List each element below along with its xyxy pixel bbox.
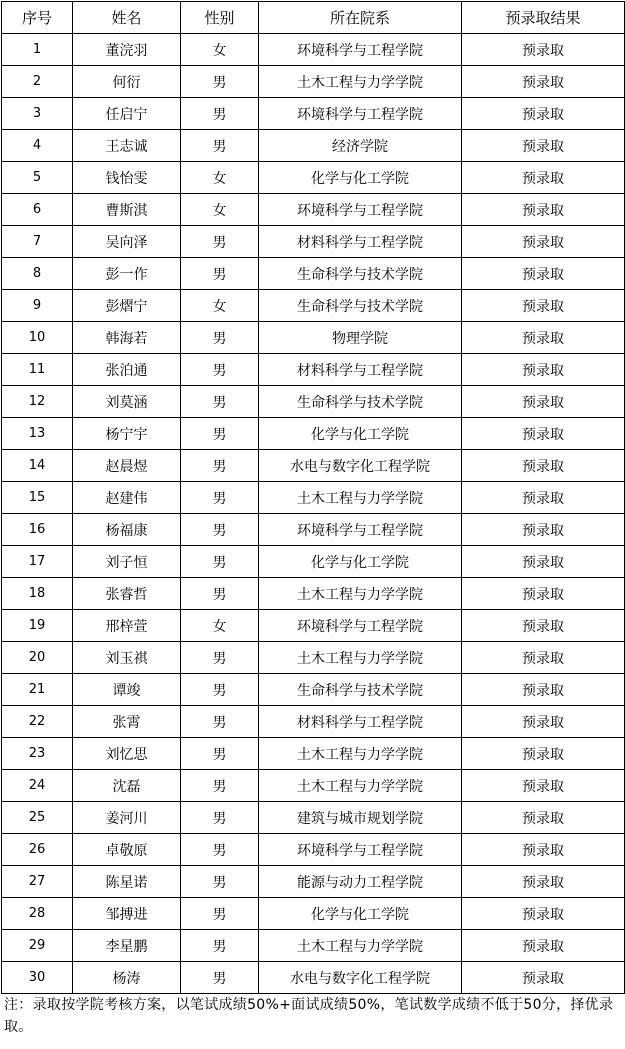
table-row: [2, 162, 625, 194]
cell-result: 预录取: [462, 66, 625, 98]
cell-result: 预录取: [462, 322, 625, 354]
cell-gender: 男: [181, 322, 259, 354]
table-row: [2, 258, 625, 290]
cell-department: 化学与化工学院: [259, 418, 462, 450]
cell-name: 谭竣: [73, 674, 181, 706]
cell-seq: 3: [2, 98, 73, 130]
table-row: [2, 66, 625, 98]
cell-department: 能源与动力工程学院: [259, 866, 462, 898]
cell-seq: 7: [2, 226, 73, 258]
cell-name: 彭熠宁: [73, 290, 181, 322]
table-row: [2, 226, 625, 258]
cell-department: 土木工程与力学学院: [259, 930, 462, 962]
cell-gender: 男: [181, 450, 259, 482]
header-department: 所在院系: [259, 2, 462, 34]
cell-seq: 10: [2, 322, 73, 354]
cell-department: 材料科学与工程学院: [259, 354, 462, 386]
table-row: [2, 450, 625, 482]
cell-seq: 24: [2, 770, 73, 802]
cell-department: 生命科学与技术学院: [259, 258, 462, 290]
cell-department: 环境科学与工程学院: [259, 194, 462, 226]
cell-result: 预录取: [462, 706, 625, 738]
cell-result: 预录取: [462, 546, 625, 578]
footnote: 注：录取按学院考核方案，以笔试成绩50%+面试成绩50%，笔试数学成绩不低于50分，择优录取。: [4, 997, 614, 1035]
cell-department: 水电与数字化工程学院: [259, 962, 462, 994]
cell-result: 预录取: [462, 130, 625, 162]
cell-name: 沈磊: [73, 770, 181, 802]
cell-name: 赵晨煜: [73, 450, 181, 482]
table-row: [2, 546, 625, 578]
cell-gender: 男: [181, 258, 259, 290]
cell-result: 预录取: [462, 610, 625, 642]
cell-result: 预录取: [462, 642, 625, 674]
cell-result: 预录取: [462, 98, 625, 130]
cell-seq: 23: [2, 738, 73, 770]
table-row: [2, 322, 625, 354]
table-row: [2, 898, 625, 930]
cell-seq: 19: [2, 610, 73, 642]
cell-gender: 男: [181, 962, 259, 994]
cell-seq: 14: [2, 450, 73, 482]
cell-seq: 11: [2, 354, 73, 386]
cell-department: 化学与化工学院: [259, 898, 462, 930]
header-gender: 性别: [181, 2, 259, 34]
table-row: [2, 674, 625, 706]
table-body: [2, 34, 625, 994]
cell-gender: 男: [181, 514, 259, 546]
cell-name: 邹搏进: [73, 898, 181, 930]
cell-name: 赵建伟: [73, 482, 181, 514]
cell-seq: 22: [2, 706, 73, 738]
table-row: [2, 738, 625, 770]
cell-gender: 男: [181, 866, 259, 898]
cell-department: 生命科学与技术学院: [259, 674, 462, 706]
cell-name: 张霄: [73, 706, 181, 738]
cell-name: 何衍: [73, 66, 181, 98]
cell-name: 曹斯淇: [73, 194, 181, 226]
cell-gender: 男: [181, 802, 259, 834]
cell-name: 杨宁宇: [73, 418, 181, 450]
cell-gender: 女: [181, 34, 259, 66]
cell-seq: 27: [2, 866, 73, 898]
cell-name: 刘莫涵: [73, 386, 181, 418]
cell-name: 张睿哲: [73, 578, 181, 610]
cell-name: 任启宁: [73, 98, 181, 130]
cell-gender: 女: [181, 290, 259, 322]
cell-result: 预录取: [462, 418, 625, 450]
cell-result: 预录取: [462, 482, 625, 514]
table-row: [2, 770, 625, 802]
table-header-row: [2, 2, 625, 34]
table-row: [2, 866, 625, 898]
cell-department: 材料科学与工程学院: [259, 226, 462, 258]
cell-department: 材料科学与工程学院: [259, 706, 462, 738]
cell-result: 预录取: [462, 802, 625, 834]
cell-gender: 男: [181, 898, 259, 930]
cell-name: 刘子恒: [73, 546, 181, 578]
table-row: [2, 482, 625, 514]
cell-result: 预录取: [462, 930, 625, 962]
cell-name: 彭一作: [73, 258, 181, 290]
cell-gender: 男: [181, 642, 259, 674]
cell-gender: 男: [181, 418, 259, 450]
cell-department: 环境科学与工程学院: [259, 34, 462, 66]
cell-seq: 20: [2, 642, 73, 674]
cell-department: 土木工程与力学学院: [259, 642, 462, 674]
cell-seq: 17: [2, 546, 73, 578]
cell-seq: 8: [2, 258, 73, 290]
cell-gender: 男: [181, 930, 259, 962]
cell-gender: 女: [181, 162, 259, 194]
cell-result: 预录取: [462, 162, 625, 194]
cell-seq: 25: [2, 802, 73, 834]
table-row: [2, 930, 625, 962]
cell-gender: 男: [181, 674, 259, 706]
table-row: [2, 34, 625, 66]
cell-department: 环境科学与工程学院: [259, 610, 462, 642]
cell-seq: 15: [2, 482, 73, 514]
cell-name: 邢梓萱: [73, 610, 181, 642]
cell-name: 钱怡雯: [73, 162, 181, 194]
cell-seq: 5: [2, 162, 73, 194]
cell-department: 土木工程与力学学院: [259, 66, 462, 98]
cell-gender: 男: [181, 706, 259, 738]
cell-department: 物理学院: [259, 322, 462, 354]
cell-gender: 男: [181, 482, 259, 514]
cell-result: 预录取: [462, 738, 625, 770]
cell-seq: 16: [2, 514, 73, 546]
cell-department: 环境科学与工程学院: [259, 834, 462, 866]
cell-department: 土木工程与力学学院: [259, 770, 462, 802]
cell-result: 预录取: [462, 834, 625, 866]
cell-gender: 男: [181, 834, 259, 866]
cell-name: 李星鹏: [73, 930, 181, 962]
cell-gender: 女: [181, 194, 259, 226]
cell-result: 预录取: [462, 578, 625, 610]
table-row: [2, 418, 625, 450]
cell-result: 预录取: [462, 898, 625, 930]
cell-gender: 男: [181, 130, 259, 162]
cell-department: 化学与化工学院: [259, 162, 462, 194]
cell-result: 预录取: [462, 354, 625, 386]
cell-result: 预录取: [462, 34, 625, 66]
cell-seq: 18: [2, 578, 73, 610]
cell-result: 预录取: [462, 386, 625, 418]
cell-gender: 男: [181, 226, 259, 258]
table-row: [2, 610, 625, 642]
cell-name: 张泊通: [73, 354, 181, 386]
table-row: [2, 962, 625, 994]
table-row: [2, 98, 625, 130]
cell-result: 预录取: [462, 514, 625, 546]
table-row: [2, 706, 625, 738]
cell-name: 杨涛: [73, 962, 181, 994]
table-row: [2, 834, 625, 866]
cell-result: 预录取: [462, 290, 625, 322]
table-row: [2, 578, 625, 610]
cell-gender: 男: [181, 546, 259, 578]
cell-seq: 28: [2, 898, 73, 930]
cell-seq: 6: [2, 194, 73, 226]
cell-seq: 12: [2, 386, 73, 418]
cell-seq: 4: [2, 130, 73, 162]
cell-gender: 男: [181, 738, 259, 770]
cell-result: 预录取: [462, 226, 625, 258]
cell-name: 董浣羽: [73, 34, 181, 66]
cell-name: 吴向泽: [73, 226, 181, 258]
cell-department: 环境科学与工程学院: [259, 98, 462, 130]
cell-result: 预录取: [462, 770, 625, 802]
cell-department: 水电与数字化工程学院: [259, 450, 462, 482]
cell-name: 卓敬原: [73, 834, 181, 866]
cell-seq: 30: [2, 962, 73, 994]
table-row: [2, 386, 625, 418]
cell-result: 预录取: [462, 194, 625, 226]
cell-department: 环境科学与工程学院: [259, 514, 462, 546]
cell-gender: 男: [181, 354, 259, 386]
cell-department: 经济学院: [259, 130, 462, 162]
cell-seq: 13: [2, 418, 73, 450]
cell-name: 刘忆思: [73, 738, 181, 770]
table-row: [2, 354, 625, 386]
cell-department: 土木工程与力学学院: [259, 578, 462, 610]
cell-gender: 男: [181, 98, 259, 130]
cell-seq: 29: [2, 930, 73, 962]
cell-seq: 21: [2, 674, 73, 706]
table-row: [2, 194, 625, 226]
cell-name: 韩海若: [73, 322, 181, 354]
cell-seq: 9: [2, 290, 73, 322]
cell-department: 建筑与城市规划学院: [259, 802, 462, 834]
cell-seq: 2: [2, 66, 73, 98]
cell-result: 预录取: [462, 450, 625, 482]
cell-department: 生命科学与技术学院: [259, 386, 462, 418]
header-seq: 序号: [2, 2, 73, 34]
table-row: [2, 514, 625, 546]
cell-department: 土木工程与力学学院: [259, 738, 462, 770]
table-row: [2, 290, 625, 322]
table-row: [2, 642, 625, 674]
cell-name: 杨福康: [73, 514, 181, 546]
cell-gender: 男: [181, 386, 259, 418]
cell-name: 刘玉祺: [73, 642, 181, 674]
cell-seq: 26: [2, 834, 73, 866]
admission-table: [1, 1, 625, 994]
cell-gender: 女: [181, 610, 259, 642]
cell-result: 预录取: [462, 962, 625, 994]
cell-name: 王志诚: [73, 130, 181, 162]
table-row: [2, 130, 625, 162]
cell-gender: 男: [181, 770, 259, 802]
header-name: 姓名: [73, 2, 181, 34]
cell-result: 预录取: [462, 258, 625, 290]
cell-department: 化学与化工学院: [259, 546, 462, 578]
cell-result: 预录取: [462, 674, 625, 706]
cell-department: 土木工程与力学学院: [259, 482, 462, 514]
table-row: [2, 802, 625, 834]
header-result: 预录取结果: [462, 2, 625, 34]
cell-result: 预录取: [462, 866, 625, 898]
cell-name: 陈星诺: [73, 866, 181, 898]
cell-gender: 男: [181, 578, 259, 610]
cell-seq: 1: [2, 34, 73, 66]
cell-gender: 男: [181, 66, 259, 98]
cell-department: 生命科学与技术学院: [259, 290, 462, 322]
cell-name: 姜河川: [73, 802, 181, 834]
